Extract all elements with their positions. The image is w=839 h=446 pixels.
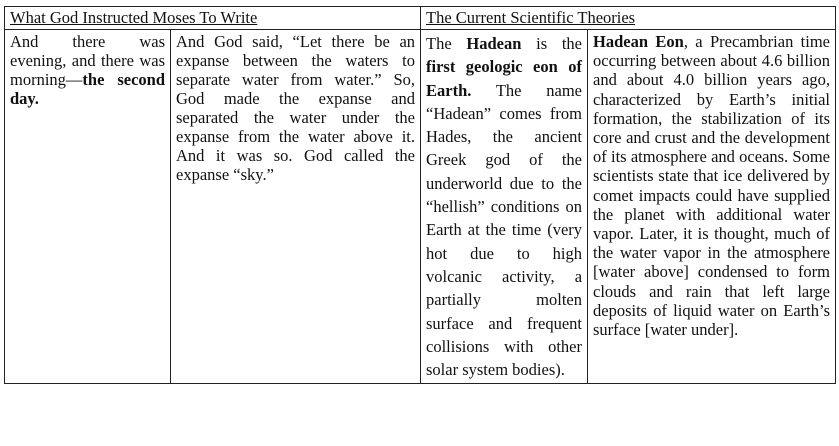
cell-hadean-name	[421, 30, 588, 384]
cell-hadean-text-a: The	[426, 34, 467, 53]
header-scientific: The Current Scientific Theories	[421, 7, 836, 30]
table-row	[5, 30, 836, 384]
cell-hadean-text-b: is the	[521, 34, 583, 53]
cell-eon-bold: Hadean Eon	[593, 32, 684, 51]
cell-eon-text: , a Precambrian time occurring between about 4.6 billion and about 4.0 billion years ago, characterized by Earth’s initial formation, the stabilization of its core and crust and the development of its atmosphere and oceans. Some scientists state that ice delivered by comet impacts could have supplied the planet with additional water vapor. Later, it is thought, much of the water vapor in the atmosphere [water above] condensed to form clouds and rain that left large deposits of liquid water on Earth’s surface [water under].	[593, 32, 831, 340]
cell-second-day-bold: the second day.	[10, 70, 165, 108]
header-moses: What God Instructed Moses To Write	[5, 7, 421, 30]
cell-hadean-eon	[588, 30, 836, 384]
cell-hadean-bold-a: Hadean	[466, 34, 522, 53]
cell-hadean-bold-b: first geologic eon of Earth.	[426, 57, 583, 100]
cell-evening-text: And there was evening, and there was morning—	[10, 32, 165, 89]
cell-genesis-text: And God said, “Let there be an expanse between the waters to separate water from water.” So, God made the expanse and separated the water under the expanse from the water above it. And it was so. God called the expanse “sky.”	[176, 32, 416, 184]
comparison-table	[4, 6, 836, 384]
table-header-row	[5, 7, 836, 30]
cell-hadean-text-c: The name “Hadean” comes from Hades, the ancient Greek god of the underworld due to the “hellish” conditions on Earth at the time (very hot due to high volcanic activity, a partially molten surface and frequent collisions with other solar system bodies).	[426, 80, 583, 380]
cell-genesis-expanse	[171, 30, 421, 384]
cell-evening-morning	[5, 30, 171, 384]
